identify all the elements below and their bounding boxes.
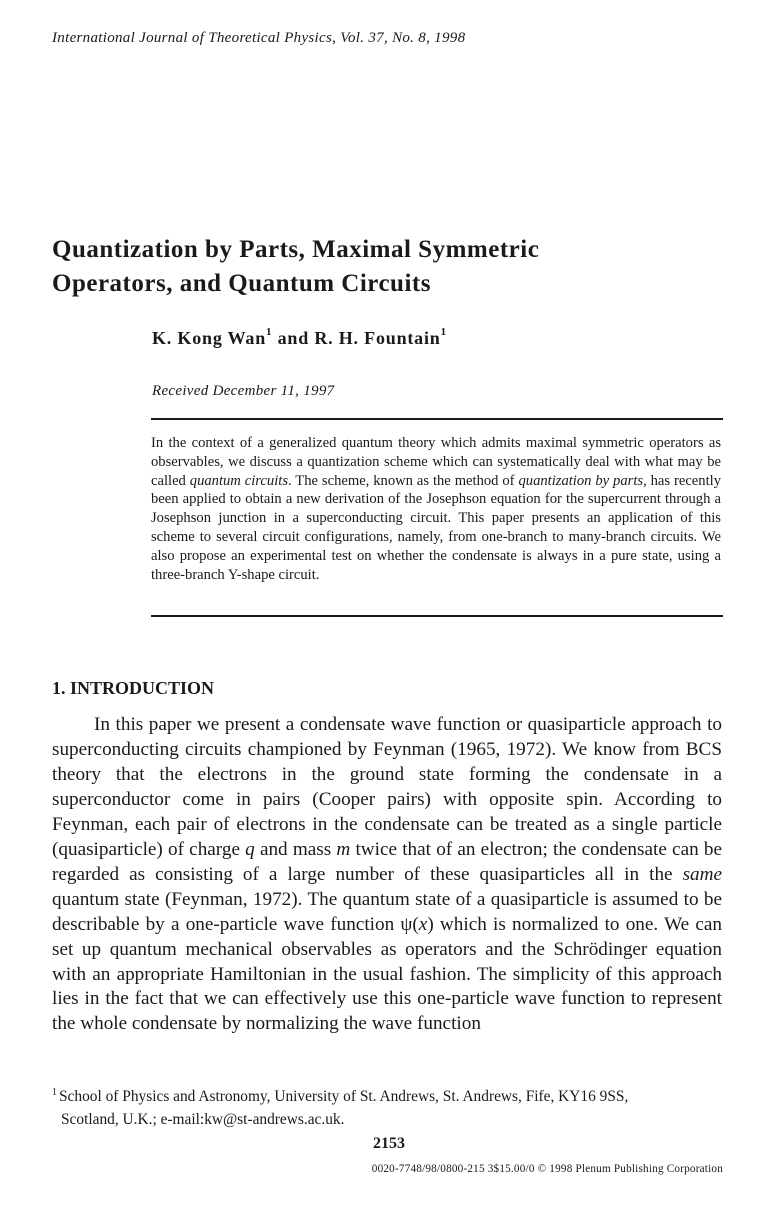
author-name: R. H. Fountain xyxy=(314,328,441,348)
body-text: In this paper we present a condensate wave function or quasiparticle approach to superconducting circuits championed by Feynman (1965, 1972). We know from BCS theory that the electrons in the ground state forming the condensate in a superconductor come in pairs (Cooper pairs) with opposite spin. According to Feynman, each pair of electrons in the condensate can be treated as a single particle (quasiparticle) of charge xyxy=(52,714,722,860)
title-line-1: Quantization by Parts, Maximal Symmetric xyxy=(52,236,540,263)
author-list xyxy=(152,328,447,349)
abstract-emphasis: quantum circuits xyxy=(189,472,288,489)
body-emphasis: same xyxy=(682,863,722,885)
received-date: Received December 11, 1997 xyxy=(152,383,335,399)
body-text: quantum state (Feynman, 1972). The quantum state of a quasiparticle is assumed to be describable by a one-particle wave function ψ( xyxy=(52,888,722,935)
article-title xyxy=(52,233,732,301)
footnote-line: Scotland, U.K.; e-mail:kw@st-andrews.ac.uk. xyxy=(61,1111,345,1128)
abstract-text: . The scheme, known as the method of xyxy=(288,472,519,489)
abstract-text: In the context of a generalized quantum theory which admits maximal symmetric operators as observables, we discuss a quantization scheme which can systematically deal with what may be called xyxy=(151,435,721,489)
abstract xyxy=(151,434,721,584)
author-name: K. Kong Wan xyxy=(152,328,267,348)
math-symbol: q xyxy=(245,838,255,860)
footnote xyxy=(52,1086,722,1130)
journal-citation: International Journal of Theoretical Physics, Vol. 37, No. 8, 1998 xyxy=(52,30,466,46)
body-text: twice that of an electron; the condensate can be regarded as consisting of a large number of these quasiparticles all in the xyxy=(52,838,722,885)
body-text: and mass xyxy=(254,838,337,860)
copyright-line: 0020-7748/98/0800-215 3$15.00/0 © 1998 Plenum Publishing Corporation xyxy=(371,1163,723,1175)
abstract-bottom-rule xyxy=(151,615,723,617)
author-joiner: and xyxy=(272,328,315,348)
footnote-marker: 1 xyxy=(52,1087,57,1098)
body-paragraph xyxy=(52,713,722,1037)
affiliation-marker: 1 xyxy=(440,326,447,338)
affiliation-marker: 1 xyxy=(266,326,273,338)
title-line-2: Operators, and Quantum Circuits xyxy=(52,270,431,297)
section-heading: 1. INTRODUCTION xyxy=(52,678,215,698)
page-number: 2153 xyxy=(373,1135,405,1152)
abstract-text: , has recently been applied to obtain a new derivation of the Josephson equation for the supercurrent through a Josephson junction in a superconducting circuit. This paper presents an application of this scheme to several circuit configurations, namely, from one-branch to many-branch circuits. We also propose an experimental test on whether the condensate is always in a pure state, using a three-branch Y-shape circuit. xyxy=(151,472,721,583)
math-symbol: m xyxy=(336,838,351,860)
abstract-emphasis: quantization by parts xyxy=(518,472,644,489)
abstract-top-rule xyxy=(151,418,723,420)
body-text: ) which is normalized to one. We can set up quantum mechanical observables as operators and the Schrödinger equation with an appropriate Hamiltonian in the usual fashion. The simplicity of this approach lies in the fact that we can effectively use this one-particle wave function to represent the whole condensate by normalizing the wave function xyxy=(52,913,722,1035)
math-symbol: x xyxy=(418,913,428,935)
footnote-line: School of Physics and Astronomy, University of St. Andrews, St. Andrews, Fife, KY16 9SS, xyxy=(59,1088,629,1105)
